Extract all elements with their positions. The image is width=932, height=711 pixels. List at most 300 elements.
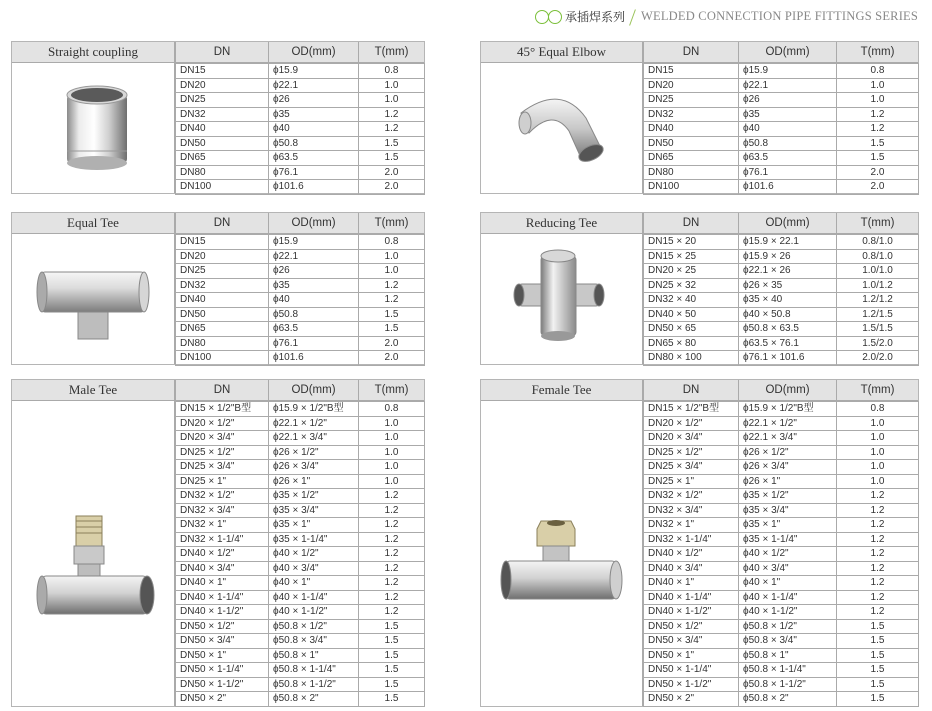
od-cell: ϕ26 × 1": [739, 474, 837, 489]
table-row: [176, 122, 425, 137]
od-cell: ϕ50.8 × 1": [739, 648, 837, 663]
table-row: [644, 663, 919, 678]
table-row: [644, 93, 919, 108]
dn-cell: DN65: [644, 151, 739, 166]
dn-cell: DN15 × 25: [644, 249, 739, 264]
dn-cell: DN20: [176, 249, 269, 264]
table-row: [176, 648, 425, 663]
dn-cell: DN50: [644, 136, 739, 151]
table-row: [176, 136, 425, 151]
table-row: [176, 590, 425, 605]
table-row: [176, 151, 425, 166]
t-cell: 1.2: [359, 518, 425, 533]
table-row: [176, 235, 425, 250]
equal-elbow-table: [480, 41, 919, 194]
t-cell: 1.5: [837, 619, 919, 634]
col-t: T(mm): [836, 42, 918, 62]
od-cell: ϕ26 × 1/2": [269, 445, 359, 460]
od-cell: ϕ22.1 × 26: [739, 264, 837, 279]
od-cell: ϕ35 × 40: [739, 293, 837, 308]
table-row: [644, 264, 919, 279]
t-cell: 1.2: [359, 107, 425, 122]
t-cell: 1.5: [359, 692, 425, 707]
dn-cell: DN40 × 1-1/4": [644, 590, 739, 605]
table-row: [644, 165, 919, 180]
t-cell: 1.0: [837, 78, 919, 93]
table-row: [644, 122, 919, 137]
od-cell: ϕ63.5: [269, 151, 359, 166]
t-cell: 1.2: [837, 503, 919, 518]
t-cell: 1.5/1.5: [837, 322, 919, 337]
od-cell: ϕ35 × 1/2": [269, 489, 359, 504]
t-cell: 1.2: [359, 576, 425, 591]
dn-cell: DN40 × 3/4": [176, 561, 269, 576]
t-cell: 1.5: [359, 136, 425, 151]
table-row: [644, 648, 919, 663]
table-row: [644, 431, 919, 446]
dn-cell: DN50 × 3/4": [644, 634, 739, 649]
od-cell: ϕ26 × 1/2": [739, 445, 837, 460]
dn-cell: DN32 × 1": [644, 518, 739, 533]
dn-cell: DN25 × 1": [644, 474, 739, 489]
t-cell: 2.0/2.0: [837, 351, 919, 366]
table-row: [176, 180, 425, 195]
table-row: [644, 416, 919, 431]
t-cell: 0.8: [837, 402, 919, 417]
col-dn: DN: [643, 213, 738, 233]
od-cell: ϕ50.8 × 3/4": [739, 634, 837, 649]
t-cell: 1.2: [837, 532, 919, 547]
dn-cell: DN50 × 1-1/2": [644, 677, 739, 692]
t-cell: 1.0: [359, 416, 425, 431]
t-cell: 0.8: [359, 235, 425, 250]
table-header: [12, 213, 424, 234]
table-row: [176, 474, 425, 489]
dn-cell: DN40 × 1-1/2": [176, 605, 269, 620]
table-row: [644, 619, 919, 634]
table-row: [644, 634, 919, 649]
od-cell: ϕ40 × 1-1/4": [269, 590, 359, 605]
t-cell: 1.5: [359, 677, 425, 692]
t-cell: 1.2: [359, 561, 425, 576]
od-cell: ϕ40 × 1-1/2": [269, 605, 359, 620]
table-row: [176, 677, 425, 692]
dn-cell: DN40 × 1": [644, 576, 739, 591]
dn-cell: DN25 × 3/4": [176, 460, 269, 475]
col-od: OD(mm): [268, 213, 358, 233]
dn-cell: DN32 × 1": [176, 518, 269, 533]
table-row: [644, 107, 919, 122]
t-cell: 1.5: [837, 677, 919, 692]
t-cell: 1.2: [837, 561, 919, 576]
dn-cell: DN65 × 80: [644, 336, 739, 351]
od-cell: ϕ15.9: [739, 64, 837, 79]
t-cell: 1.0: [837, 445, 919, 460]
table-row: [644, 136, 919, 151]
table-row: [644, 402, 919, 417]
col-dn: DN: [643, 42, 738, 62]
od-cell: ϕ40 × 1/2": [739, 547, 837, 562]
od-cell: ϕ50.8 × 63.5: [739, 322, 837, 337]
table-row: [176, 619, 425, 634]
t-cell: 1.0: [359, 264, 425, 279]
t-cell: 1.0: [359, 460, 425, 475]
t-cell: 1.0: [359, 474, 425, 489]
product-title: Female Tee: [481, 380, 643, 400]
dn-cell: DN50 × 1-1/4": [644, 663, 739, 678]
table-row: [176, 264, 425, 279]
od-cell: ϕ76.1 × 101.6: [739, 351, 837, 366]
od-cell: ϕ22.1: [269, 249, 359, 264]
od-cell: ϕ22.1: [269, 78, 359, 93]
t-cell: 1.5: [359, 619, 425, 634]
dn-cell: DN20: [644, 78, 739, 93]
dn-cell: DN15 × 20: [644, 235, 739, 250]
t-cell: 1.0/1.2: [837, 278, 919, 293]
od-cell: ϕ26: [269, 264, 359, 279]
table-row: [176, 605, 425, 620]
col-dn: DN: [643, 380, 738, 400]
t-cell: 1.2: [359, 605, 425, 620]
table-row: [644, 576, 919, 591]
od-cell: ϕ35 × 3/4": [739, 503, 837, 518]
od-cell: ϕ63.5: [269, 322, 359, 337]
table-row: [644, 445, 919, 460]
dn-cell: DN40 × 50: [644, 307, 739, 322]
col-od: OD(mm): [268, 42, 358, 62]
table-row: [644, 547, 919, 562]
table-row: [176, 336, 425, 351]
product-title: Straight coupling: [12, 42, 175, 62]
col-od: OD(mm): [268, 380, 358, 400]
equal-elbow-rows: [643, 63, 919, 195]
od-cell: ϕ35 × 1/2": [739, 489, 837, 504]
od-cell: ϕ26 × 3/4": [739, 460, 837, 475]
od-cell: ϕ35 × 3/4": [269, 503, 359, 518]
dn-cell: DN32: [176, 278, 269, 293]
t-cell: 2.0: [359, 180, 425, 195]
table-row: [176, 445, 425, 460]
male-tee-table: [11, 379, 425, 707]
od-cell: ϕ35: [269, 278, 359, 293]
t-cell: 1.0: [837, 460, 919, 475]
od-cell: ϕ50.8 × 1-1/2": [269, 677, 359, 692]
dn-cell: DN32 × 3/4": [176, 503, 269, 518]
od-cell: ϕ40 × 1/2": [269, 547, 359, 562]
od-cell: ϕ76.1: [269, 336, 359, 351]
col-od: OD(mm): [738, 380, 836, 400]
dn-cell: DN40 × 1/2": [176, 547, 269, 562]
col-dn: DN: [175, 213, 268, 233]
table-row: [176, 93, 425, 108]
t-cell: 0.8/1.0: [837, 249, 919, 264]
double-ring-icon: [535, 10, 563, 24]
female-tee-rows: [643, 401, 919, 707]
t-cell: 1.0: [359, 93, 425, 108]
table-row: [176, 663, 425, 678]
od-cell: ϕ22.1 × 1/2": [269, 416, 359, 431]
dn-cell: DN32 × 1/2": [176, 489, 269, 504]
table-row: [176, 293, 425, 308]
t-cell: 1.0: [359, 445, 425, 460]
table-row: [644, 180, 919, 195]
dn-cell: DN25 × 3/4": [644, 460, 739, 475]
od-cell: ϕ50.8 × 2": [739, 692, 837, 707]
t-cell: 1.2: [837, 547, 919, 562]
t-cell: 1.0: [837, 93, 919, 108]
t-cell: 1.5: [359, 634, 425, 649]
table-row: [644, 474, 919, 489]
od-cell: ϕ50.8 × 1": [269, 648, 359, 663]
dn-cell: DN80 × 100: [644, 351, 739, 366]
od-cell: ϕ40 × 1-1/4": [739, 590, 837, 605]
table-row: [644, 605, 919, 620]
table-row: [644, 235, 919, 250]
table-row: [176, 249, 425, 264]
table-row: [176, 576, 425, 591]
col-t: T(mm): [836, 380, 918, 400]
od-cell: ϕ50.8 × 1/2": [739, 619, 837, 634]
female-tee-table: [480, 379, 919, 707]
dn-cell: DN15: [176, 235, 269, 250]
equal-elbow-photo: [481, 63, 643, 193]
od-cell: ϕ40 × 1": [739, 576, 837, 591]
series-title-en: WELDED CONNECTION PIPE FITTINGS SERIES: [641, 9, 919, 23]
t-cell: 1.5: [837, 648, 919, 663]
male-tee-rows: [175, 401, 425, 707]
table-row: [644, 249, 919, 264]
dn-cell: DN50 × 1/2": [644, 619, 739, 634]
od-cell: ϕ22.1 × 3/4": [739, 431, 837, 446]
slash-divider: [628, 9, 638, 25]
male-tee-photo: [12, 401, 175, 706]
dn-cell: DN20 × 1/2": [176, 416, 269, 431]
od-cell: ϕ40: [269, 293, 359, 308]
od-cell: ϕ40: [739, 122, 837, 137]
reducing-tee-photo: [481, 234, 643, 364]
t-cell: 1.0: [359, 78, 425, 93]
table-row: [644, 307, 919, 322]
dn-cell: DN80: [176, 336, 269, 351]
female-tee-photo: [481, 401, 643, 706]
dn-cell: DN50: [176, 307, 269, 322]
table-row: [644, 503, 919, 518]
dn-cell: DN40: [176, 122, 269, 137]
od-cell: ϕ26 × 3/4": [269, 460, 359, 475]
equal-tee-table: [11, 212, 425, 365]
dn-cell: DN100: [176, 180, 269, 195]
dn-cell: DN65: [176, 151, 269, 166]
series-title-cn: 承插焊系列: [565, 10, 626, 24]
dn-cell: DN15 × 1/2"B型: [176, 402, 269, 417]
t-cell: 2.0: [359, 336, 425, 351]
dn-cell: DN25 × 1/2": [176, 445, 269, 460]
t-cell: 0.8: [837, 64, 919, 79]
table-row: [176, 416, 425, 431]
dn-cell: DN50: [176, 136, 269, 151]
t-cell: 1.2/1.5: [837, 307, 919, 322]
dn-cell: DN32 × 1/2": [644, 489, 739, 504]
dn-cell: DN50 × 1": [176, 648, 269, 663]
dn-cell: DN40: [644, 122, 739, 137]
od-cell: ϕ50.8 × 1-1/4": [739, 663, 837, 678]
dn-cell: DN40 × 1/2": [644, 547, 739, 562]
dn-cell: DN40 × 1-1/2": [644, 605, 739, 620]
col-dn: DN: [175, 42, 268, 62]
dn-cell: DN50 × 2": [176, 692, 269, 707]
od-cell: ϕ35 × 1": [739, 518, 837, 533]
dn-cell: DN25: [176, 93, 269, 108]
dn-cell: DN25 × 1/2": [644, 445, 739, 460]
table-row: [176, 322, 425, 337]
dn-cell: DN15 × 1/2"B型: [644, 402, 739, 417]
table-row: [644, 78, 919, 93]
t-cell: 1.5: [359, 322, 425, 337]
dn-cell: DN20: [176, 78, 269, 93]
od-cell: ϕ22.1 × 3/4": [269, 431, 359, 446]
dn-cell: DN50 × 1-1/2": [176, 677, 269, 692]
od-cell: ϕ63.5: [739, 151, 837, 166]
dn-cell: DN50 × 1": [644, 648, 739, 663]
table-row: [644, 590, 919, 605]
t-cell: 1.5: [359, 663, 425, 678]
t-cell: 1.2: [359, 293, 425, 308]
dn-cell: DN80: [176, 165, 269, 180]
t-cell: 1.2/1.2: [837, 293, 919, 308]
od-cell: ϕ50.8 × 2": [269, 692, 359, 707]
dn-cell: DN15: [176, 64, 269, 79]
od-cell: ϕ63.5 × 76.1: [739, 336, 837, 351]
od-cell: ϕ15.9 × 22.1: [739, 235, 837, 250]
dn-cell: DN20 × 25: [644, 264, 739, 279]
t-cell: 2.0: [359, 351, 425, 366]
dn-cell: DN20 × 1/2": [644, 416, 739, 431]
t-cell: 1.0: [359, 431, 425, 446]
table-row: [644, 336, 919, 351]
product-title: Male Tee: [12, 380, 175, 400]
od-cell: ϕ50.8: [269, 136, 359, 151]
t-cell: 1.2: [837, 107, 919, 122]
dn-cell: DN25: [176, 264, 269, 279]
table-row: [644, 532, 919, 547]
t-cell: 0.8: [359, 64, 425, 79]
table-row: [176, 431, 425, 446]
t-cell: 1.0/1.0: [837, 264, 919, 279]
dn-cell: DN40: [176, 293, 269, 308]
table-row: [176, 460, 425, 475]
od-cell: ϕ26 × 1": [269, 474, 359, 489]
od-cell: ϕ50.8: [269, 307, 359, 322]
t-cell: 1.0: [837, 416, 919, 431]
t-cell: 1.2: [359, 122, 425, 137]
straight-coupling-photo: [12, 63, 175, 193]
od-cell: ϕ40 × 50.8: [739, 307, 837, 322]
product-title: Equal Tee: [12, 213, 175, 233]
table-row: [644, 489, 919, 504]
col-t: T(mm): [358, 380, 424, 400]
od-cell: ϕ40 × 3/4": [739, 561, 837, 576]
od-cell: ϕ35 × 1-1/4": [739, 532, 837, 547]
table-row: [176, 107, 425, 122]
table-row: [176, 489, 425, 504]
table-header: [12, 42, 424, 63]
t-cell: 1.2: [837, 590, 919, 605]
table-row: [176, 307, 425, 322]
t-cell: 1.0: [359, 249, 425, 264]
t-cell: 1.2: [837, 518, 919, 533]
dn-cell: DN100: [644, 180, 739, 195]
table-header: [481, 42, 918, 63]
od-cell: ϕ101.6: [269, 180, 359, 195]
table-header: [481, 380, 918, 401]
t-cell: 1.2: [359, 278, 425, 293]
od-cell: ϕ35 × 1": [269, 518, 359, 533]
dn-cell: DN20 × 3/4": [644, 431, 739, 446]
col-t: T(mm): [358, 42, 424, 62]
dn-cell: DN50 × 2": [644, 692, 739, 707]
od-cell: ϕ15.9 × 26: [739, 249, 837, 264]
t-cell: 1.2: [837, 576, 919, 591]
t-cell: 1.2: [837, 489, 919, 504]
table-row: [644, 692, 919, 707]
table-row: [644, 322, 919, 337]
dn-cell: DN25 × 32: [644, 278, 739, 293]
od-cell: ϕ101.6: [269, 351, 359, 366]
dn-cell: DN20 × 3/4": [176, 431, 269, 446]
t-cell: 2.0: [837, 165, 919, 180]
table-row: [176, 165, 425, 180]
table-row: [644, 151, 919, 166]
product-title: Reducing Tee: [481, 213, 643, 233]
t-cell: 1.2: [837, 605, 919, 620]
dn-cell: DN32 × 1-1/4": [644, 532, 739, 547]
table-row: [644, 351, 919, 366]
table-row: [644, 278, 919, 293]
table-row: [176, 561, 425, 576]
t-cell: 1.0: [837, 474, 919, 489]
table-row: [176, 634, 425, 649]
table-row: [176, 402, 425, 417]
od-cell: ϕ15.9: [269, 64, 359, 79]
table-row: [644, 518, 919, 533]
od-cell: ϕ15.9 × 1/2"B型: [269, 402, 359, 417]
dn-cell: DN32 × 40: [644, 293, 739, 308]
table-header: [12, 380, 424, 401]
t-cell: 0.8/1.0: [837, 235, 919, 250]
t-cell: 0.8: [359, 402, 425, 417]
dn-cell: DN15: [644, 64, 739, 79]
od-cell: ϕ22.1: [739, 78, 837, 93]
table-row: [644, 677, 919, 692]
od-cell: ϕ15.9: [269, 235, 359, 250]
t-cell: 1.2: [359, 590, 425, 605]
table-row: [176, 692, 425, 707]
table-row: [176, 78, 425, 93]
dn-cell: DN25: [644, 93, 739, 108]
t-cell: 2.0: [359, 165, 425, 180]
t-cell: 1.5: [359, 151, 425, 166]
col-t: T(mm): [836, 213, 918, 233]
dn-cell: DN65: [176, 322, 269, 337]
dn-cell: DN40 × 3/4": [644, 561, 739, 576]
dn-cell: DN32: [176, 107, 269, 122]
od-cell: ϕ50.8 × 1-1/2": [739, 677, 837, 692]
t-cell: 2.0: [837, 180, 919, 195]
od-cell: ϕ50.8 × 1-1/4": [269, 663, 359, 678]
dn-cell: DN40 × 1": [176, 576, 269, 591]
dn-cell: DN32 × 3/4": [644, 503, 739, 518]
od-cell: ϕ76.1: [739, 165, 837, 180]
